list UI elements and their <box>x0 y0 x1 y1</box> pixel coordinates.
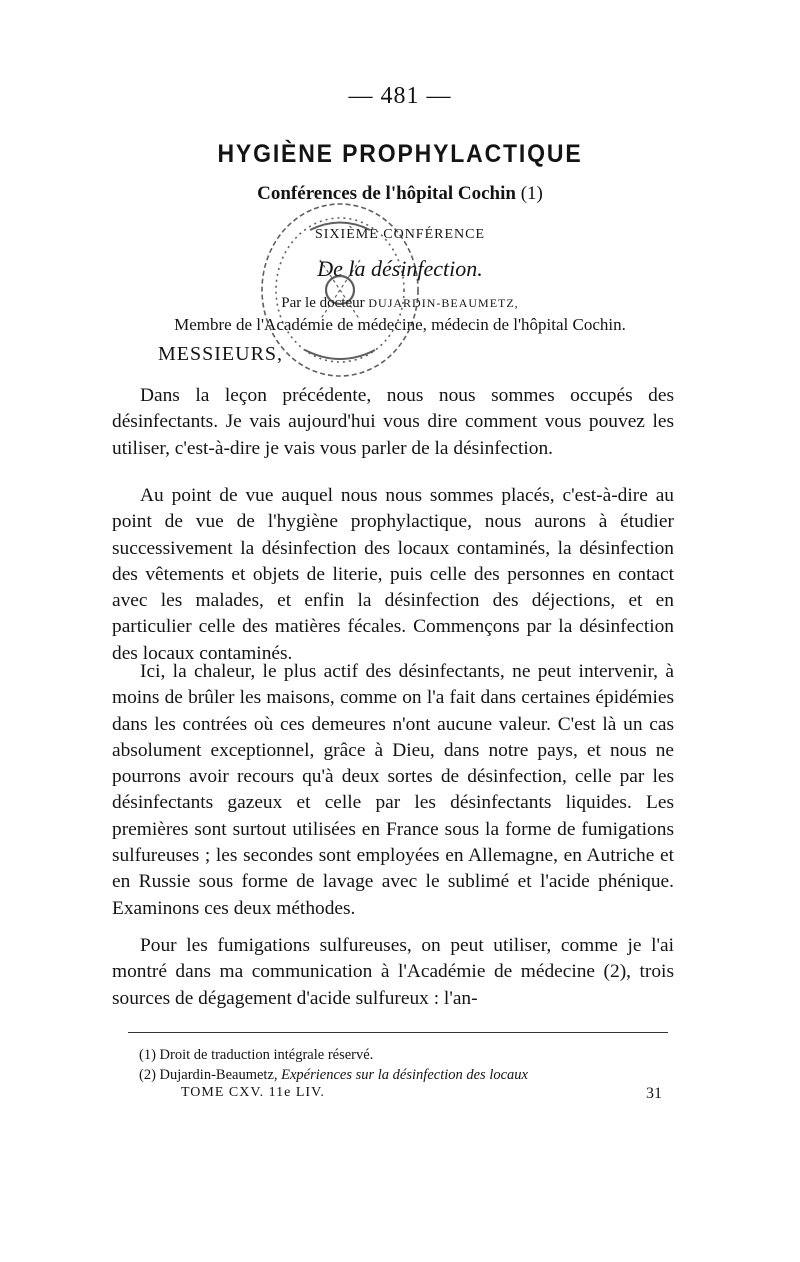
conference-footnote-ref: (1) <box>520 183 543 204</box>
signature-number: 31 <box>646 1085 662 1102</box>
author-prefix: Par le docteur <box>281 295 365 311</box>
author-affiliation: Membre de l'Académie de médecine, médecin de l'hôpital Cochin. <box>174 315 626 334</box>
paragraph-1: Dans la leçon précédente, nous nous sommes occupés des désinfectants. Je vais aujourd'hui vous dire comment vous pouvez les utiliser, c'est-à-dire je vais vous parler de la désinfection. <box>112 385 674 459</box>
conference-middle: de l'hôpital Cochin <box>361 183 516 204</box>
lecture-title: De la désinfection. <box>317 256 483 281</box>
page-number: — 481 — <box>348 83 452 109</box>
author-line <box>0 295 800 312</box>
footnote-2 <box>139 1065 679 1085</box>
author-name: DUJARDIN-BEAUMETZ, <box>368 296 519 310</box>
lecture-number: SIXIÈME CONFÉRENCE <box>314 227 486 242</box>
footnote-2-author: (2) Dujardin-Beaumetz, <box>139 1067 278 1083</box>
footnote-2-title: Expériences sur la désinfection des locaux <box>281 1067 528 1083</box>
footnote-divider <box>128 1032 668 1033</box>
conference-line <box>0 183 800 205</box>
signature-volume: TOME CXV. 11e LIV. <box>181 1085 325 1100</box>
paragraph-2: Au point de vue auquel nous nous sommes placés, c'est-à-dire au point de vue de l'hygiène prophylactique, nous aurons à étudier successivement la désinfection des locaux contaminés, la désinfection des vêtements et objets de literie, puis celle des personnes en contact avec les malades, et enfin la désinfection des déjections, et en particulier celle des matières fécales. Commençons par la désinfection des locaux contaminés. <box>112 485 674 664</box>
page-title: HYGIÈNE PROPHYLACTIQUE <box>217 140 583 168</box>
conference-prefix: Conférences <box>257 183 358 204</box>
paragraph-4: Pour les fumigations sulfureuses, on peut utiliser, comme je l'ai montré dans ma communication à l'Académie de médecine (2), trois sources de dégagement d'acide sulfureux : l'an- <box>112 935 674 1009</box>
salutation: MESSIEURS, <box>158 343 284 365</box>
footnote-1: (1) Droit de traduction intégrale réservé. <box>139 1047 374 1063</box>
paragraph-3: Ici, la chaleur, le plus actif des désinfectants, ne peut intervenir, à moins de brûler les maisons, comme on l'a fait dans certaines épidémies dans les contrées où ces demeures n'ont aucune valeur. C'est là un cas absolument exceptionnel, grâce à Dieu, dans notre pays, et nous ne pourrons avoir recours qu'à deux sortes de désinfection, celle par les désinfectants gazeux et celle par les désinfectants liquides. Les premières sont surtout utilisées en France sous la forme de fumigations sulfureuses ; les secondes sont employées en Allemagne, en Autriche et en Russie sous forme de lavage avec le sublimé et l'acide phénique. Examinons ces deux méthodes. <box>112 661 674 919</box>
